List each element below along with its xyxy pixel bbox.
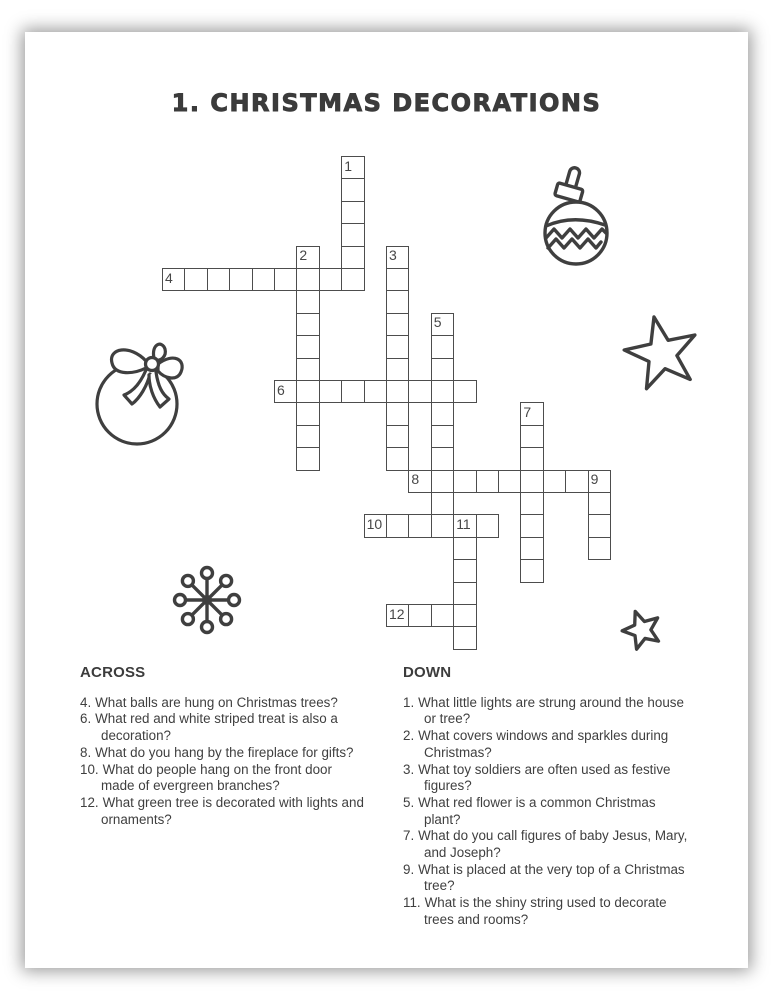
grid-cell	[184, 268, 207, 291]
grid-cell	[431, 425, 454, 448]
grid-cell	[431, 313, 454, 336]
grid-cell	[386, 358, 409, 381]
grid-cell	[408, 470, 431, 493]
clue-text: What covers windows and sparkles during Christmas?	[418, 728, 669, 760]
grid-cell	[296, 425, 319, 448]
grid-cell	[520, 537, 543, 560]
across-clues-list	[80, 695, 400, 829]
clue-text: What balls are hung on Christmas trees?	[95, 694, 338, 710]
grid-cell	[453, 470, 476, 493]
grid-cell	[408, 514, 431, 537]
grid-cell	[453, 582, 476, 605]
grid-cell	[296, 268, 319, 291]
grid-cell	[274, 268, 297, 291]
clue-number: 1.	[403, 694, 415, 710]
grid-cell	[229, 268, 252, 291]
grid-cell	[207, 268, 230, 291]
grid-cell	[453, 559, 476, 582]
grid-cell	[341, 246, 364, 269]
clue-number: 12.	[80, 794, 99, 810]
grid-cell	[565, 470, 588, 493]
grid-cell	[386, 514, 409, 537]
grid-cell	[476, 470, 499, 493]
across-heading: ACROSS	[80, 664, 146, 681]
grid-cell	[431, 604, 454, 627]
clue-item	[403, 728, 743, 761]
clue-item	[80, 795, 400, 828]
grid-cell	[341, 380, 364, 403]
page-title: 1. CHRISTMAS DECORATIONS	[171, 89, 602, 117]
grid-cell	[520, 425, 543, 448]
small-star-icon	[618, 604, 666, 652]
bauble-with-bow-icon	[88, 328, 188, 450]
grid-cell	[296, 358, 319, 381]
grid-cell	[453, 626, 476, 649]
grid-cell	[453, 514, 476, 537]
grid-cell	[296, 246, 319, 269]
grid-cell	[431, 402, 454, 425]
grid-cell	[520, 514, 543, 537]
worksheet-page	[25, 32, 748, 968]
christmas-ball-ornament-icon	[533, 166, 619, 276]
grid-cell	[431, 492, 454, 515]
grid-cell	[341, 156, 364, 179]
clue-item	[403, 862, 743, 895]
clue-text: What is the shiny string used to decorate trees and rooms?	[424, 895, 667, 927]
clue-item	[80, 762, 400, 795]
grid-cell	[431, 514, 454, 537]
cell-number: 6	[277, 381, 285, 398]
grid-cell	[296, 290, 319, 313]
grid-cell	[296, 447, 319, 470]
grid-cell	[341, 178, 364, 201]
clue-text: What little lights are strung around the house or tree?	[418, 694, 684, 727]
clue-item	[403, 895, 743, 928]
grid-cell	[520, 492, 543, 515]
clue-text: What do you call figures of baby Jesus, Mary, and Joseph?	[418, 828, 688, 861]
grid-cell	[431, 335, 454, 358]
clue-text: What red and white striped treat is also a decoration?	[95, 711, 338, 744]
clue-item	[403, 828, 743, 861]
down-heading: DOWN	[403, 664, 452, 681]
grid-cell	[386, 335, 409, 358]
grid-cell	[520, 447, 543, 470]
clue-number: 3.	[403, 761, 415, 777]
grid-cell	[364, 380, 387, 403]
cell-number: 3	[389, 247, 397, 264]
grid-cell	[588, 514, 611, 537]
clue-number: 8.	[80, 744, 92, 760]
grid-cell	[296, 380, 319, 403]
grid-cell	[341, 201, 364, 224]
grid-cell	[453, 604, 476, 627]
clue-number: 5.	[403, 794, 415, 810]
grid-cell	[453, 537, 476, 560]
grid-cell	[386, 380, 409, 403]
grid-cell	[296, 335, 319, 358]
grid-cell	[386, 290, 409, 313]
grid-cell	[386, 246, 409, 269]
clue-number: 11.	[403, 895, 421, 911]
across-clues-section	[80, 665, 400, 828]
grid-cell	[431, 470, 454, 493]
grid-cell	[252, 268, 275, 291]
cell-number: 7	[523, 403, 532, 420]
cell-number: 4	[165, 269, 173, 286]
cell-number: 11	[456, 515, 471, 532]
clue-text: What green tree is decorated with lights and ornaments?	[101, 794, 364, 827]
grid-cell	[588, 537, 611, 560]
clue-number: 9.	[403, 861, 415, 877]
grid-cell	[386, 604, 409, 627]
clue-item	[80, 745, 400, 762]
down-clues-section	[403, 665, 743, 929]
grid-cell	[498, 470, 521, 493]
clue-text: What is placed at the very top of a Christmas tree?	[418, 861, 685, 894]
cell-number: 10	[366, 515, 383, 532]
clue-item	[403, 795, 743, 828]
clue-item	[403, 695, 743, 728]
grid-cell	[341, 268, 364, 291]
clue-text: What toy soldiers are often used as festive figures?	[418, 761, 671, 794]
grid-cell	[296, 313, 319, 336]
grid-cell	[408, 604, 431, 627]
clue-item	[403, 762, 743, 795]
cell-number: 9	[590, 471, 599, 488]
grid-cell	[386, 402, 409, 425]
clue-number: 4.	[80, 694, 92, 710]
grid-cell	[386, 313, 409, 336]
grid-cell	[543, 470, 566, 493]
grid-cell	[588, 492, 611, 515]
snowflake-icon	[171, 564, 245, 638]
cell-number: 12	[389, 605, 405, 622]
grid-cell	[386, 447, 409, 470]
grid-cell	[431, 380, 454, 403]
grid-cell	[364, 514, 387, 537]
cell-number: 8	[411, 471, 420, 488]
grid-cell	[520, 402, 543, 425]
grid-cell	[386, 268, 409, 291]
clue-number: 2.	[403, 728, 415, 744]
clue-number: 6.	[80, 711, 92, 727]
clue-text: What do you hang by the fireplace for gifts?	[95, 744, 354, 760]
grid-cell	[274, 380, 297, 403]
clue-text: What red flower is a common Christmas plant?	[418, 794, 656, 827]
grid-cell	[162, 268, 185, 291]
grid-cell	[319, 268, 342, 291]
cell-number: 5	[433, 314, 442, 331]
grid-cell	[431, 447, 454, 470]
grid-cell	[319, 380, 342, 403]
down-clues-list	[403, 695, 743, 929]
grid-cell	[386, 425, 409, 448]
grid-cell	[588, 470, 611, 493]
cell-number: 2	[299, 247, 308, 264]
grid-cell	[520, 559, 543, 582]
clue-text: What do people hang on the front door made of evergreen branches?	[101, 761, 332, 794]
grid-cell	[453, 380, 476, 403]
star-icon	[618, 308, 702, 396]
clue-number: 7.	[403, 828, 415, 844]
cell-number: 1	[344, 157, 352, 174]
grid-cell	[476, 514, 499, 537]
clue-item	[80, 711, 400, 744]
grid-cell	[520, 470, 543, 493]
clue-item	[80, 695, 400, 712]
grid-cell	[341, 223, 364, 246]
grid-cell	[296, 402, 319, 425]
grid-cell	[408, 380, 431, 403]
grid-cell	[431, 358, 454, 381]
clue-number: 10.	[80, 761, 99, 777]
